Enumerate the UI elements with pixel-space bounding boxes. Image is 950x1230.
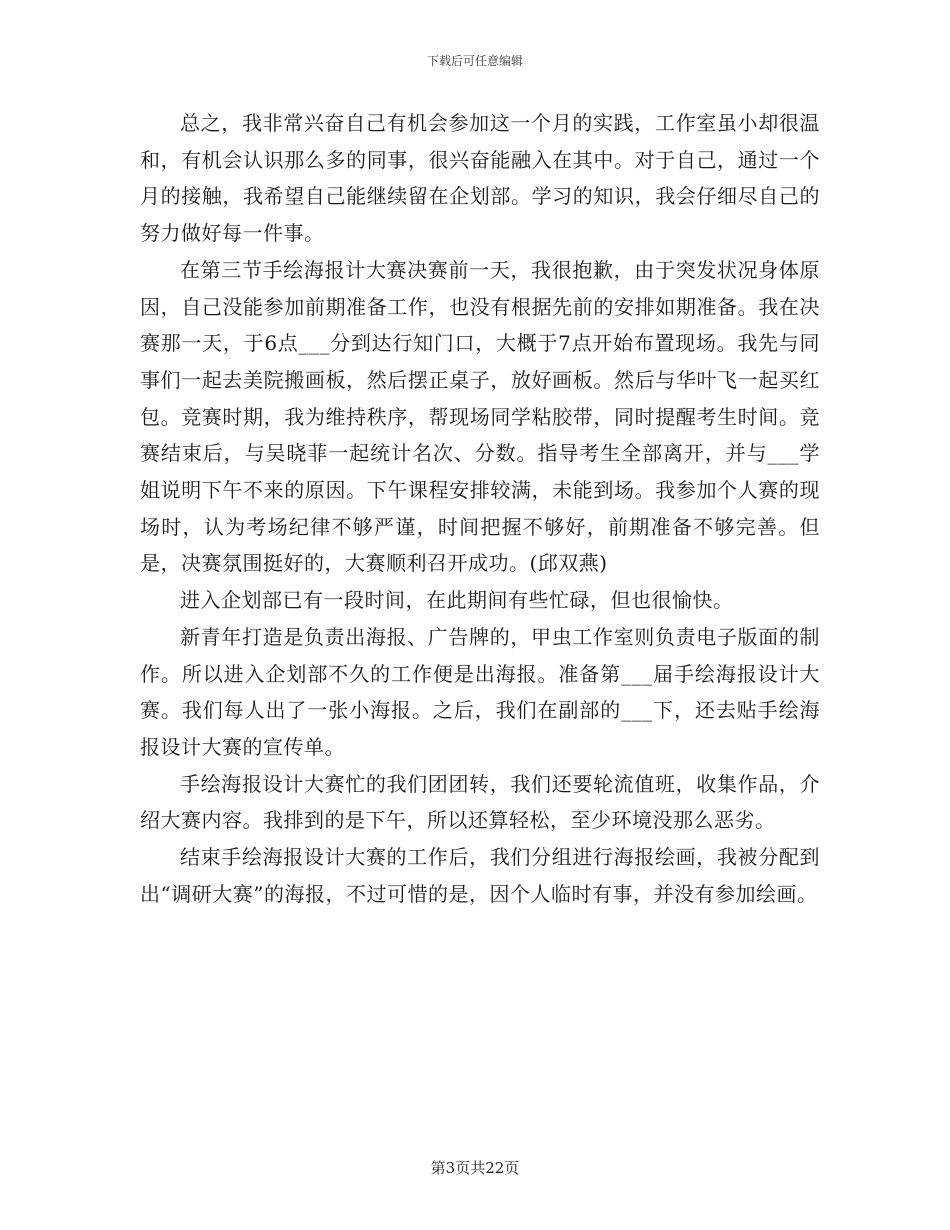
paragraph: 结束手绘海报设计大赛的工作后，我们分组进行海报绘画，我被分配到出“调研大赛”的海报，不过可惜的是，因个人临时有事，并没有参加绘画。 xyxy=(140,845,820,906)
paragraph: 在第三节手绘海报计大赛决赛前一天，我很抱歉，由于突发状况身体原因，自己没能参加前期准备工作，也没有根据先前的安排如期准备。我在决赛那一天，于6点___分到达行知门口，大概于7点开始布置现场。我先与同事们一起去美院搬画板，然后摆正桌子，放好画板。然后与华叶飞一起买红包。竞赛时期，我为维持秩序，帮现场同学粘胶带，同时提醒考生时间。竞赛结束后，与吴晓菲一起统计名次、分数。指导考生全部离开，并与___学姐说明下午不来的原因。下午课程安排较满，未能到场。我参加个人赛的现场时，认为考场纪律不够严谨，时间把握不够好，前期准备不够完善。但是，决赛氛围挺好的，大赛顺利召开成功。(邱双燕) xyxy=(140,257,820,576)
paragraph: 新青年打造是负责出海报、广告牌的，甲虫工作室则负责电子版面的制作。所以进入企划部不久的工作便是出海报。准备第___届手绘海报设计大赛。我们每人出了一张小海报。之后，我们在副部的___下，还去贴手绘海报设计大赛的宣传单。 xyxy=(140,624,820,759)
paragraph: 手绘海报设计大赛忙的我们团团转，我们还要轮流值班，收集作品，介绍大赛内容。我排到的是下午，所以还算轻松，至少环境没那么恶劣。 xyxy=(140,771,820,833)
paragraph: 进入企划部已有一段时间，在此期间有些忙碌，但也很愉快。 xyxy=(180,588,734,613)
document-body xyxy=(140,105,820,912)
page-header-note: 下载后可任意编辑 xyxy=(426,54,523,68)
page-number-footer: 第3页共22页 xyxy=(430,1159,520,1177)
paragraph: 总之，我非常兴奋自己有机会参加这一个月的实践，工作室虽小却很温和，有机会认识那么多的同事，很兴奋能融入在其中。对于自己，通过一个月的接触，我希望自己能继续留在企划部。学习的知识，我会仔细尽自己的努力做好每一件事。 xyxy=(140,111,820,246)
